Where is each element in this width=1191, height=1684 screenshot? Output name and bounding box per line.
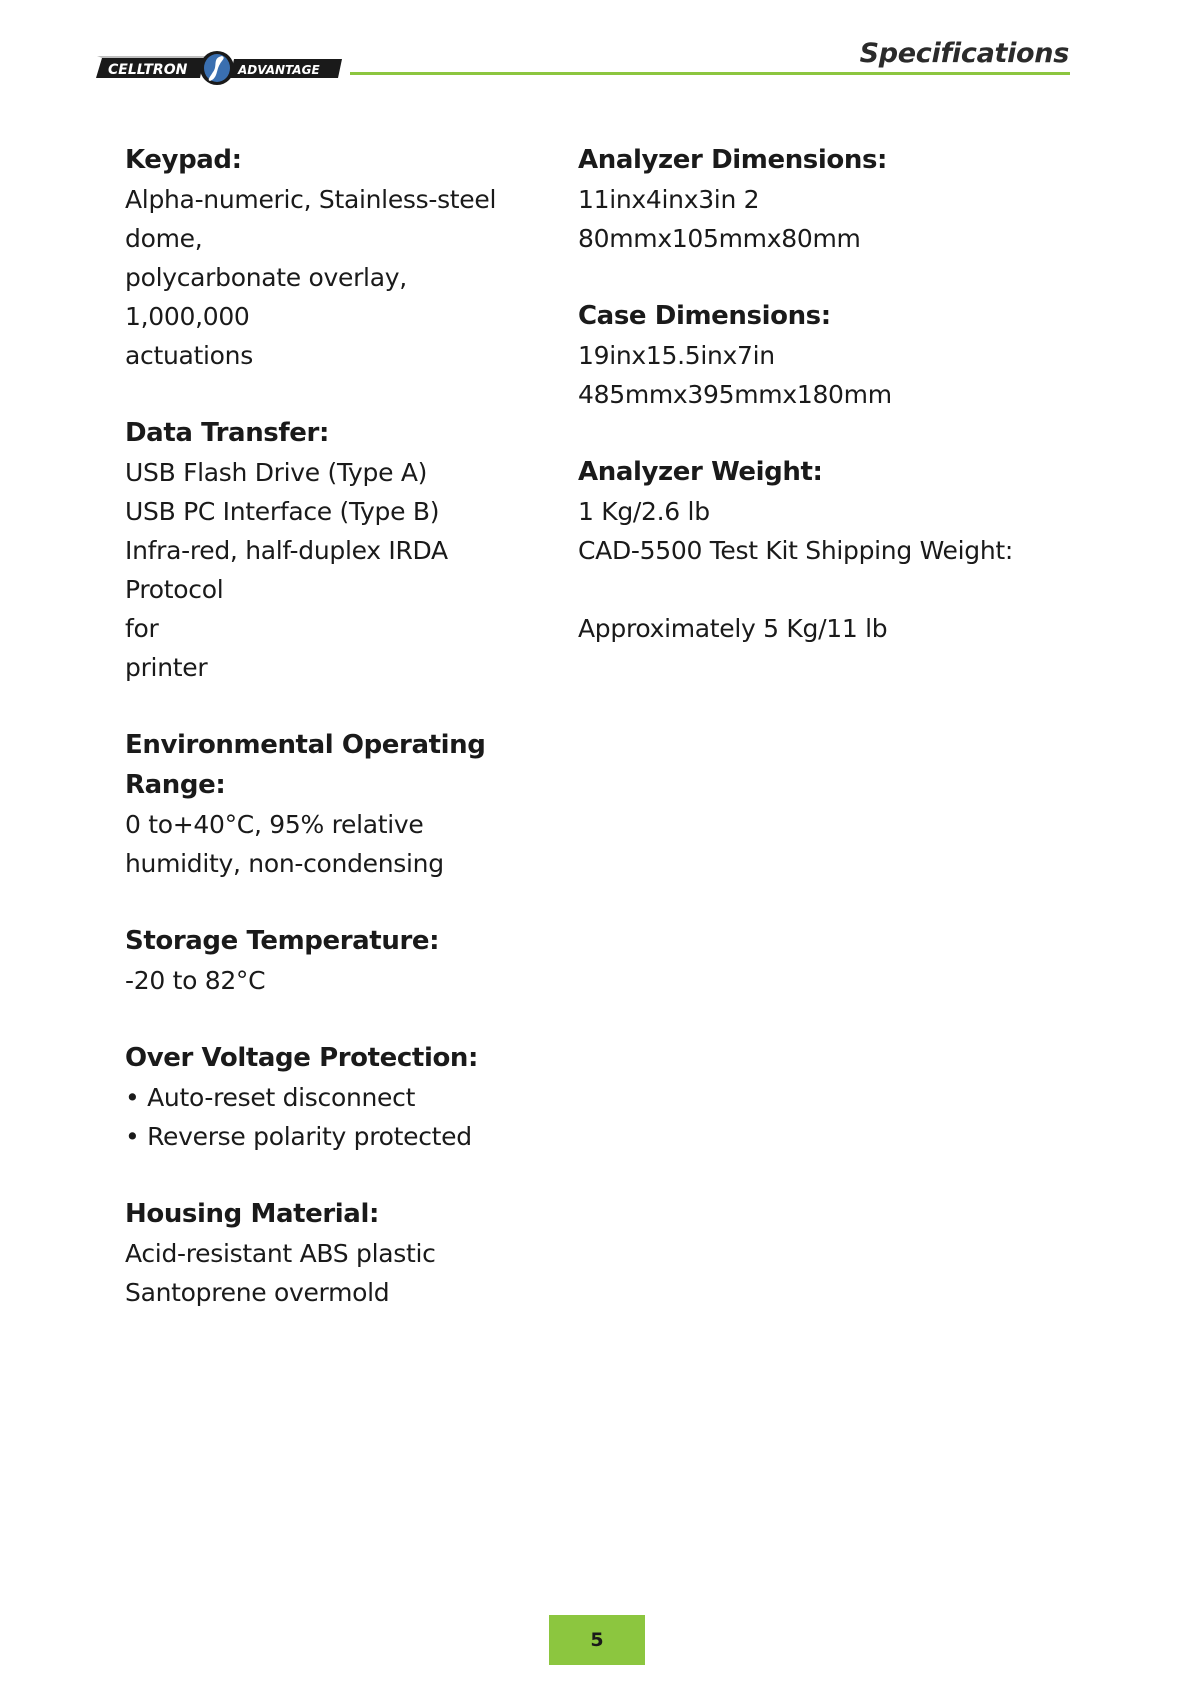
spec-shipping-weight bbox=[578, 609, 1038, 648]
logo-text-right: ADVANTAGE bbox=[238, 63, 320, 77]
spec-line: CAD-5500 Test Kit Shipping Weight: bbox=[578, 536, 1013, 565]
spec-keypad bbox=[125, 140, 535, 375]
logo-text-left: CELLTRON bbox=[108, 62, 188, 78]
spec-line: 0 to+40°C, 95% relative bbox=[125, 810, 424, 839]
spec-analyzer-weight bbox=[578, 452, 1038, 570]
header-divider bbox=[350, 72, 1070, 75]
page-header bbox=[0, 0, 1191, 100]
spec-line: for bbox=[125, 614, 159, 643]
spec-label: Keypad: bbox=[125, 145, 242, 175]
spec-line: 1 Kg/2.6 lb bbox=[578, 497, 710, 526]
spec-bullet: • Reverse polarity protected bbox=[125, 1122, 472, 1151]
spec-environmental-range bbox=[125, 725, 535, 883]
spec-label: Data Transfer: bbox=[125, 418, 329, 448]
spec-line: USB PC Interface (Type B) bbox=[125, 497, 440, 526]
page-number-box bbox=[549, 1615, 645, 1665]
spec-line: dome, bbox=[125, 224, 203, 253]
page-title: Specifications bbox=[859, 38, 1069, 69]
spec-bullet: • Auto-reset disconnect bbox=[125, 1083, 416, 1112]
spec-line: 11inx4inx3in 2 bbox=[578, 185, 760, 214]
spec-label: Case Dimensions: bbox=[578, 301, 831, 331]
right-column bbox=[578, 140, 1038, 686]
spec-line: -20 to 82°C bbox=[125, 966, 266, 995]
spec-label: Environmental Operating Range: bbox=[125, 730, 486, 800]
spec-line: humidity, non-condensing bbox=[125, 849, 444, 878]
spec-line: Santoprene overmold bbox=[125, 1278, 390, 1307]
spec-line: Alpha-numeric, Stainless-steel bbox=[125, 185, 497, 214]
spec-case-dimensions bbox=[578, 296, 1038, 414]
spec-analyzer-dimensions bbox=[578, 140, 1038, 258]
spec-line: 80mmx105mmx80mm bbox=[578, 224, 861, 253]
spec-line: USB Flash Drive (Type A) bbox=[125, 458, 428, 487]
spec-over-voltage bbox=[125, 1038, 535, 1156]
spec-line: Infra-red, half-duplex IRDA Protocol bbox=[125, 536, 448, 604]
spec-line: Acid-resistant ABS plastic bbox=[125, 1239, 436, 1268]
spec-label: Analyzer Weight: bbox=[578, 457, 823, 487]
spec-line: printer bbox=[125, 653, 208, 682]
spec-label: Over Voltage Protection: bbox=[125, 1043, 479, 1073]
spec-label: Analyzer Dimensions: bbox=[578, 145, 888, 175]
celltron-advantage-logo bbox=[96, 50, 342, 86]
spec-storage-temperature bbox=[125, 921, 535, 1000]
left-column bbox=[125, 140, 535, 1350]
spec-line: actuations bbox=[125, 341, 253, 370]
spec-line: 485mmx395mmx180mm bbox=[578, 380, 892, 409]
spec-data-transfer bbox=[125, 413, 535, 687]
spec-line: 19inx15.5inx7in bbox=[578, 341, 775, 370]
page-number: 5 bbox=[590, 1629, 604, 1651]
spec-label: Housing Material: bbox=[125, 1199, 379, 1229]
spec-housing-material bbox=[125, 1194, 535, 1312]
spec-line: Approximately 5 Kg/11 lb bbox=[578, 614, 888, 643]
spec-line: polycarbonate overlay, 1,000,000 bbox=[125, 263, 407, 331]
spacer bbox=[578, 570, 1038, 609]
spec-label: Storage Temperature: bbox=[125, 926, 440, 956]
